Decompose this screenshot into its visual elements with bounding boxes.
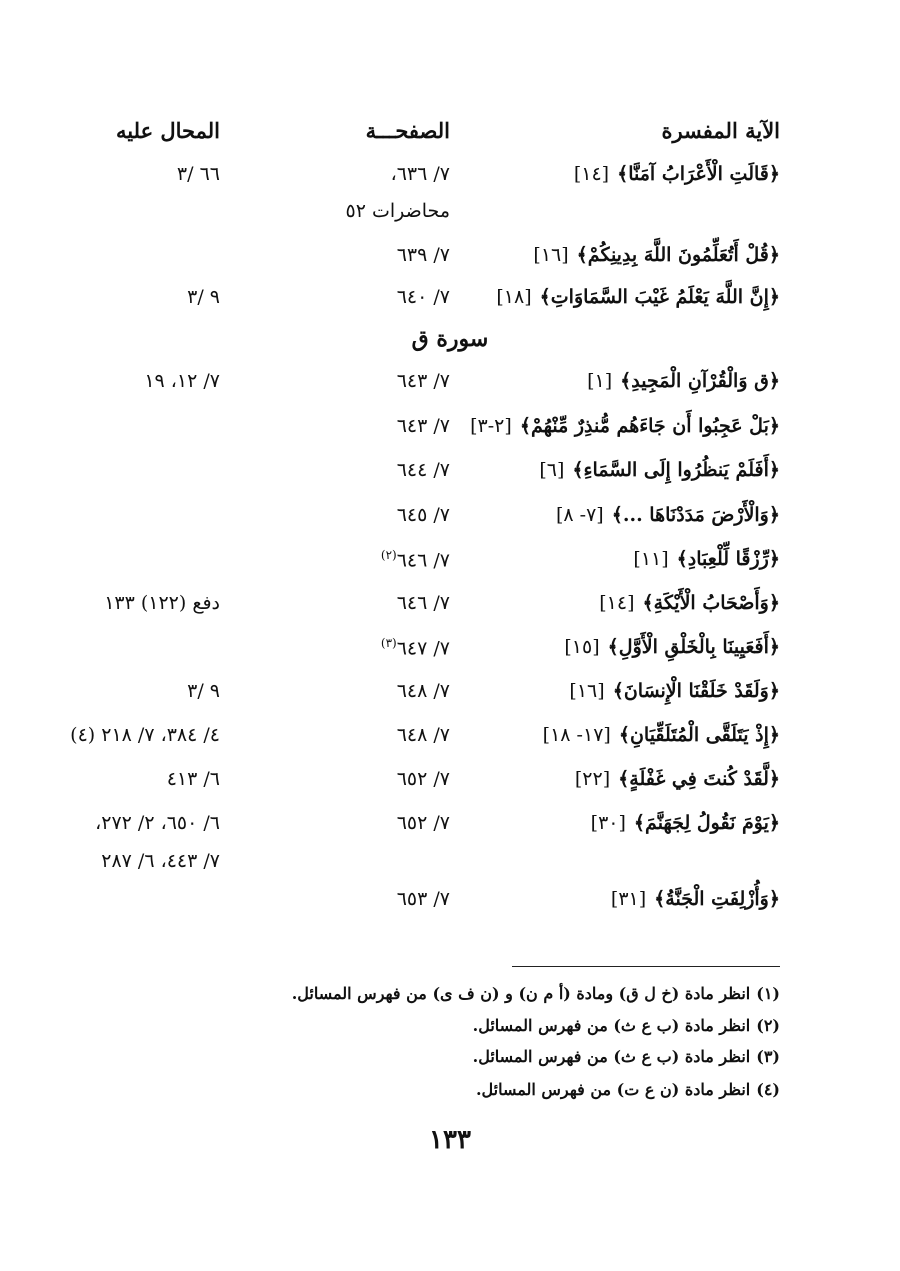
verse-text: ﴿لَّقَدْ كُنتَ فِي غَفْلَةٍ﴾ xyxy=(618,768,780,790)
page-cell xyxy=(240,286,450,308)
ref-cell: ٦/ ٦٥٠، ٢/ ٢٧٢، xyxy=(95,812,220,834)
verse-text: ﴿إِذْ يَتَلَقَّى الْمُتَلَقِّيَانِ﴾ xyxy=(618,724,780,746)
verse-text: ﴿بَلْ عَجِبُوا أَن جَاءَهُم مُّنذِرٌ مِّنْهُمْ﴾ xyxy=(519,415,780,437)
page-cell xyxy=(240,370,450,392)
ayah-number: [١] xyxy=(587,370,613,392)
page-cell xyxy=(240,459,450,481)
verse-text: ﴿وَأُزْلِفَتِ الْجَنَّةُ﴾ xyxy=(654,888,780,910)
footnote-text: انظر مادة (ب ع ث) من فهرس المسائل. xyxy=(472,1047,751,1066)
footnote-marker: (٢) xyxy=(380,548,397,562)
ayah-number: [١٧- ١٨] xyxy=(542,724,611,746)
ayah-number: [١٦] xyxy=(533,244,569,266)
ref-cell: ٦٦ /٣ xyxy=(176,163,220,185)
footnote-text: انظر مادة (ن ع ت) من فهرس المسائل. xyxy=(475,1080,751,1099)
page-text: ٧/ ٦٥٢ xyxy=(396,768,450,790)
footnote-number: (٢) xyxy=(756,1016,780,1035)
verse-text: ﴿وَالْأَرْضَ مَدَدْنَاهَا ...﴾ xyxy=(611,504,780,526)
ayah-number: [٣٠] xyxy=(590,812,626,834)
page-cell xyxy=(240,636,450,659)
verse-text: ﴿ق وَالْقُرْآنِ الْمَجِيدِ﴾ xyxy=(620,370,780,392)
footnote-text: انظر مادة (ب ع ث) من فهرس المسائل. xyxy=(472,1016,751,1035)
page-cell xyxy=(240,680,450,702)
page-cell xyxy=(240,724,450,746)
footnote-text: انظر مادة (خ ل ق) ومادة (أ م ن) و (ن ف ى) من فهرس المسائل. xyxy=(291,984,751,1003)
ayah-number: [١٤] xyxy=(599,592,635,614)
page-text: ٧/ ٦٤٧ xyxy=(396,637,450,660)
verse-text: ﴿قُلْ أَتُعَلِّمُونَ اللَّهَ بِدِينِكُمْ﴾ xyxy=(576,244,780,266)
verse-text: ﴿إِنَّ اللَّهَ يَعْلَمُ غَيْبَ السَّمَاوَاتِ﴾ xyxy=(539,286,780,308)
ayah-number: [١٥] xyxy=(564,636,600,658)
ref-cell: ٩ /٣ xyxy=(187,286,220,308)
page-text: ٧/ ٦٤٣ xyxy=(396,370,450,392)
page-cell xyxy=(240,548,450,571)
surah-title: سورة ق xyxy=(411,326,489,352)
ref-cell: دفع (١٢٢) ١٣٣ xyxy=(104,592,220,614)
footnote-marker: (٣) xyxy=(380,636,397,650)
verse-text: ﴿أَفَلَمْ يَنظُرُوا إِلَى السَّمَاءِ﴾ xyxy=(572,459,780,481)
page-text: ٧/ ٦٥٣ xyxy=(396,888,450,910)
ayah-number: [٧- ٨] xyxy=(555,504,604,526)
page-number: ١٣٣ xyxy=(429,1125,471,1155)
page-text: ٧/ ٦٤٠ xyxy=(396,286,450,308)
page-cell xyxy=(240,592,450,614)
footnote-number: (٤) xyxy=(756,1080,780,1099)
verse-text: ﴿وَأَصْحَابُ الْأَيْكَةِ﴾ xyxy=(642,592,780,614)
verse-text: ﴿يَوْمَ نَقُولُ لِجَهَنَّمَ﴾ xyxy=(633,812,780,834)
ayah-number: [٦] xyxy=(539,459,565,481)
ayah-number: [١١] xyxy=(633,548,669,570)
footnote-number: (٣) xyxy=(756,1047,780,1066)
footnote xyxy=(140,984,780,1003)
footnote xyxy=(140,1016,780,1035)
page-text: ٧/ ٦٤٦ xyxy=(396,592,450,614)
ref-cell: ٧/ ٤٤٣، ٦/ ٢٨٧ xyxy=(101,850,220,872)
header-ref: المحال عليه xyxy=(116,118,220,143)
footnote-divider xyxy=(512,966,780,967)
footnote xyxy=(140,1047,780,1066)
page-text: ٧/ ٦٤٤ xyxy=(396,459,450,481)
ayah-number: [١٦] xyxy=(569,680,605,702)
ayah-number: [٢٢] xyxy=(574,768,611,790)
header-page: الصفحـــة xyxy=(365,118,450,143)
footnote-number: (١) xyxy=(756,984,780,1003)
ayah-number: [٢-٣] xyxy=(470,415,512,437)
ref-cell: ٩ /٣ xyxy=(187,680,220,702)
header-verse: الآية المفسرة xyxy=(661,118,780,143)
page-cell xyxy=(240,768,450,790)
page-cell xyxy=(240,504,450,526)
page-cell xyxy=(240,244,450,266)
page-text: ٧/ ٦٤٦ xyxy=(396,549,450,572)
page-text: محاضرات ٥٢ xyxy=(345,200,450,222)
ayah-number: [١٨] xyxy=(496,286,532,308)
verse-text: ﴿رِّزْقًا لِّلْعِبَادِ﴾ xyxy=(676,548,780,570)
page-cell xyxy=(240,163,450,185)
ref-cell: ٧/ ١٢، ١٩ xyxy=(144,370,220,392)
ref-cell: ٦/ ٤١٣ xyxy=(166,768,220,790)
verse-text: ﴿أَفَعَيِينَا بِالْخَلْقِ الْأَوَّلِ﴾ xyxy=(607,636,780,658)
page-text: ٧/ ٦٣٦، xyxy=(390,163,450,185)
page-cell xyxy=(240,200,450,222)
ayah-number: [٣١] xyxy=(610,888,647,910)
footnote xyxy=(140,1080,780,1099)
ayah-number: [١٤] xyxy=(573,163,610,185)
page-text: ٧/ ٦٤٨ xyxy=(396,724,450,746)
page-cell xyxy=(240,415,450,437)
ref-cell: ٤/ ٣٨٤، ٧/ ٢١٨ (٤) xyxy=(70,724,220,746)
page-text: ٧/ ٦٤٣ xyxy=(396,415,450,437)
verse-text: ﴿قَالَتِ الْأَعْرَابُ آمَنَّا﴾ xyxy=(617,163,780,185)
page-cell xyxy=(240,812,450,834)
page-text: ٧/ ٦٤٨ xyxy=(396,680,450,702)
verse-text: ﴿وَلَقَدْ خَلَقْنَا الْإِنسَانَ﴾ xyxy=(612,680,780,702)
page-text: ٧/ ٦٣٩ xyxy=(396,244,450,266)
page-text: ٧/ ٦٤٥ xyxy=(396,504,450,526)
page-cell xyxy=(240,888,450,910)
page-text: ٧/ ٦٥٢ xyxy=(396,812,450,834)
